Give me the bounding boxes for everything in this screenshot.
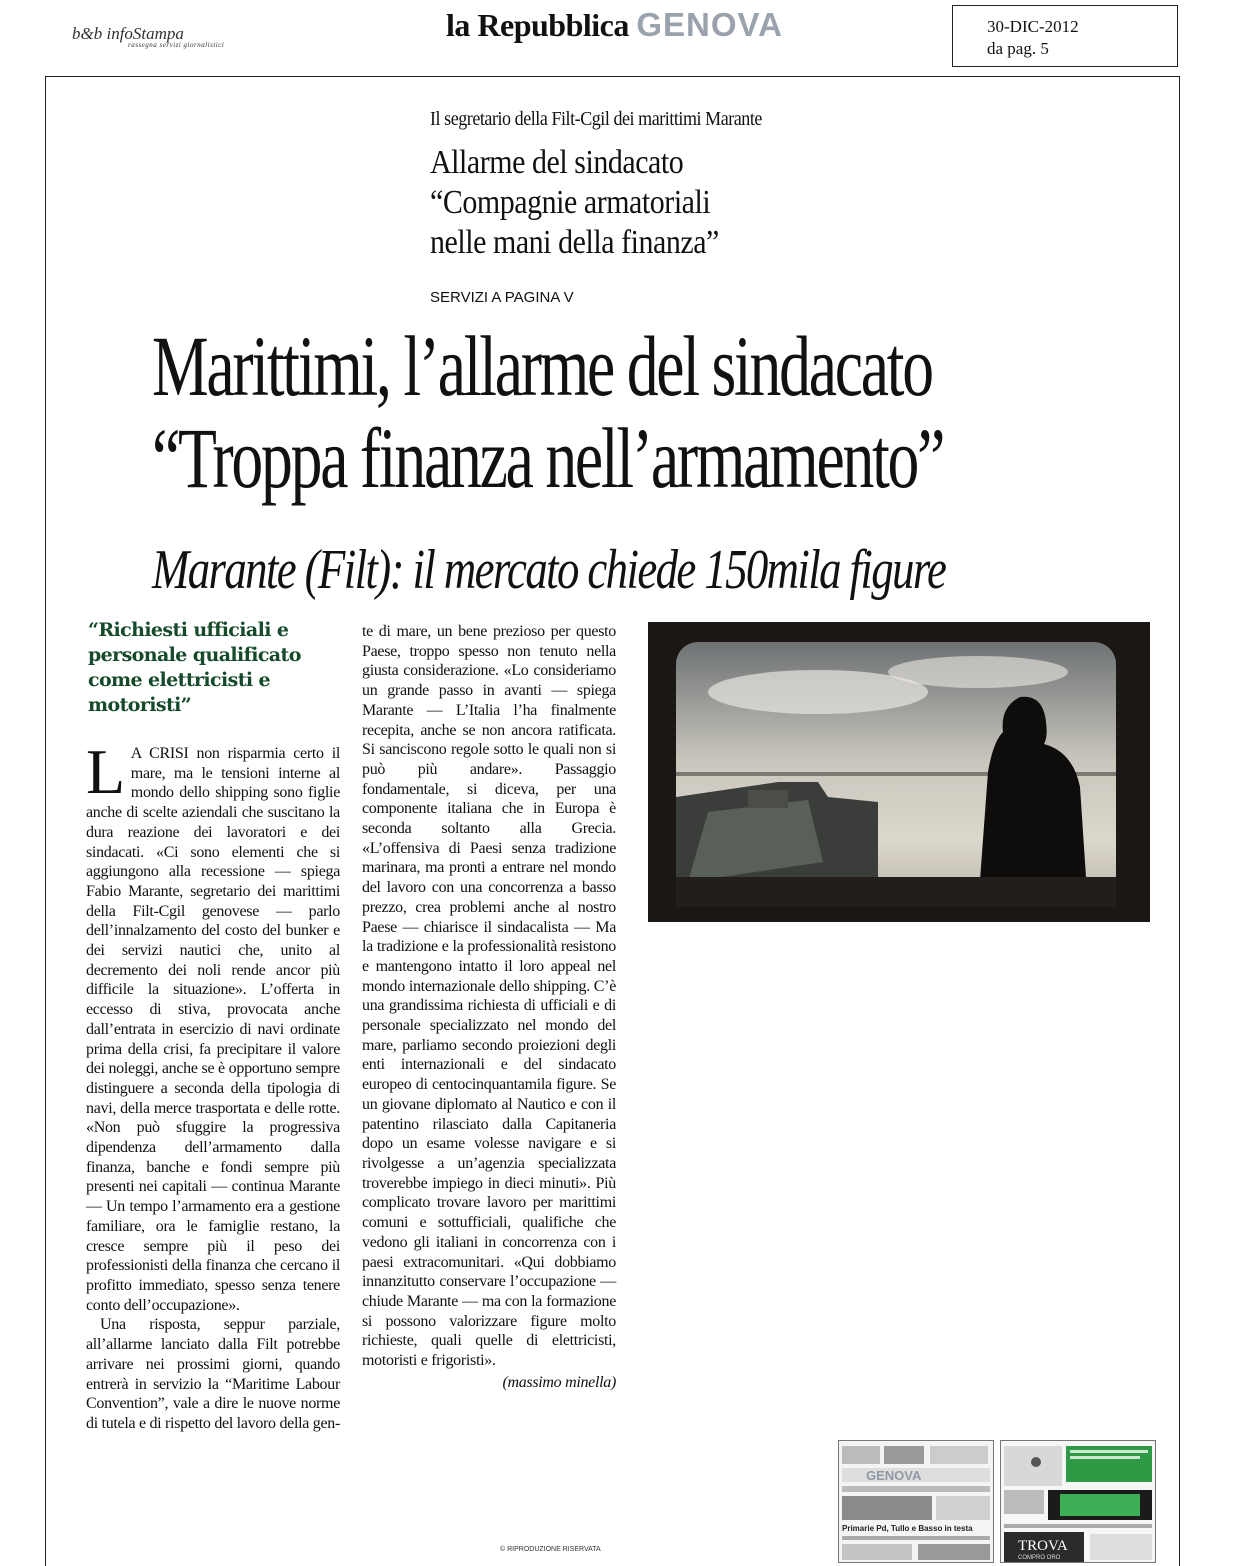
thumb-ad-title: TROVA <box>1018 1538 1068 1554</box>
teaser-title-line: “Compagnie armatoriali <box>430 184 711 221</box>
drop-cap: L <box>86 736 125 807</box>
teaser-page-ref: SERVIZI A PAGINA V <box>430 289 574 306</box>
masthead-title: la Repubblica <box>446 7 629 43</box>
agency-tagline: rassegna servizi giornalistici <box>128 41 225 49</box>
front-page-thumbnail <box>838 1440 994 1563</box>
headline <box>152 318 944 506</box>
teaser-title-line: nelle mani della finanza” <box>430 224 719 261</box>
thumb-masthead: GENOVA <box>866 1468 922 1483</box>
byline: (massimo minella) <box>502 1373 616 1391</box>
teaser-title-line: Allarme del sindacato <box>430 144 684 181</box>
thumb-ad-subtitle: COMPRO ORO <box>1018 1555 1061 1561</box>
article-paragraph: Una risposta, seppur parziale, all’allarme lanciato dalla Filt potrebbe arrivare nei prossimi giorni, quando entrerà in servizio la “Maritime Labour Convention”, vale a dire le nuove norme di tutela e di rispetto del lavoro della gen- <box>86 1316 340 1432</box>
article-column-2 <box>362 622 616 1392</box>
teaser-title <box>430 143 719 263</box>
inside-page-thumbnail <box>1000 1440 1156 1563</box>
page-reference: da pag. 5 <box>987 39 1049 58</box>
article-photo <box>648 622 1150 922</box>
headline-line: “Troppa finanza nell’armamento” <box>152 410 944 506</box>
article-paragraph: L A CRISI non risparmia certo il mare, ma le tensioni interne al mondo dello shipping sono figlie anche di scelte aziendali che suscitano la dura reazione dei lavoratori e dei sindacati. «Ci sono elementi che si aggiungono alla recessione — spiega Fabio Marante, segretario dei marittimi della Filt-Cgil genovese — parlo dell’innalzamento del costo del bunker e dei servizi nautici che, unito al decremento dei noli rende ancor più difficile la situazione». L’offerta in eccesso di stiva, provocata anche dall’entrata in esercizio di navi ordinate prima della crisi, fa precipitare il valore dei noleggi, anche se è opportuno sempre distinguere a seconda della tipologia di navi, della merce trasportata e delle rotte. «Non può sfuggire la progressiva dipendenza dell’armamento dalla finanza, banche e fondi sempre più presenti nei capitali — continua Marante — Un tempo l’armamento era a gestione familiare, ora le famiglie restano, la cresce sempre più il peso dei professionisti della finanza che cercano il profitto immediato, spesso senza tenere conto dell’occupazione». <box>86 736 340 1314</box>
masthead-city: GENOVA <box>636 6 783 43</box>
article-column-1 <box>86 736 340 1434</box>
agency-logo: b&b infoStampa rassegna servizi giornalistici <box>72 24 225 49</box>
subheadline: Marante (Filt): il mercato chiede 150mila figure <box>152 539 946 601</box>
headline-line: Marittimi, l’allarme del sindacato <box>152 318 932 414</box>
article-paragraph: te di mare, un bene prezioso per questo Paese, troppo spesso non tenuto nella giusta considerazione. «Lo consideriamo un grande passo in avanti — spiega Marante — L’Italia l’ha finalmente recepita, anche se non ancora ratificata. Si sanciscono regole sotto le quali non si può più andare». Passaggio fondamentale, si diceva, per una componente italiana che in Europa è seconda soltanto alla Grecia. «L’offensiva di Paesi senza tradizione marinara, ma pronti a entrare nel mondo del lavoro con una concorrenza a basso prezzo, crea problemi anche al nostro Paese — chiarisce il sindacalista — Ma la tradizione e la professionalità resistono e mantengono intatto il loro appeal nel mondo internazionale dello shipping. C’è una grandissima richiesta di ufficiali e di personale specializzato nel mondo del mare, parliamo secondo proiezioni degli enti internazionali e del sindacato europeo di centocinquantamila figure. Se un giovane diplomato al Nautico e con il patentino rilasciato dalla Capitaneria dopo un esame volesse navigare e si rivolgesse a un’agenzia specializzata troverebbe impiego in dieci minuti». Più complicato trovare lavoro per marittimi comuni e sottufficiali, qualifiche che vedono gli italiani in concorrenza con i paesi extracomunitari. «Qui dobbiamo innanzitutto conservare l’occupazione — chiude Marante — ma con la formazione si possono valorizzare figure molto richieste, quali quelle di elettricisti, motoristi e frigoristi». <box>362 623 616 1370</box>
masthead <box>446 6 783 44</box>
thumb-headline: Primarie Pd, Tullo e Basso in testa <box>842 1524 973 1533</box>
copyright-notice: © RIPRODUZIONE RISERVATA <box>500 1546 601 1553</box>
issue-date: 30-DIC-2012 <box>987 17 1079 36</box>
pull-quote: “Richiesti ufficiali e personale qualificato come elettricisti e motoristi” <box>88 619 301 716</box>
date-box <box>952 5 1178 67</box>
teaser-kicker: Il segretario della Filt-Cgil dei marittimi Marante <box>430 108 762 130</box>
